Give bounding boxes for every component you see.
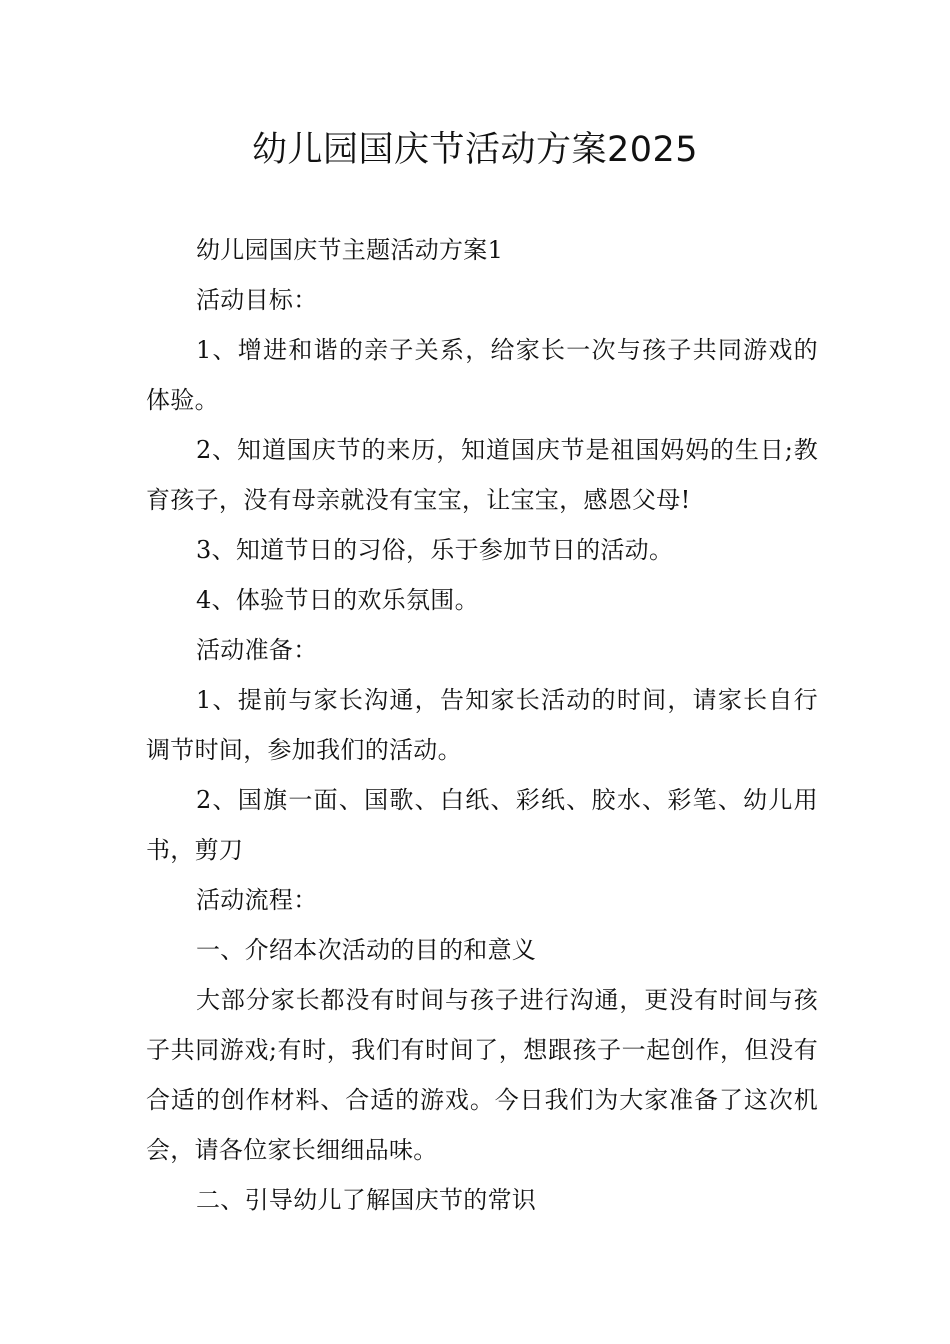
document-title: 幼儿园国庆节活动方案2025 <box>251 130 699 170</box>
document-body <box>146 225 818 1225</box>
process-step-2-heading: 二、引导幼儿了解国庆节的常识 <box>196 1186 537 1214</box>
preparation-item-2: 2、国旗一面、国歌、白纸、彩纸、胶水、彩笔、幼儿用书，剪刀 <box>146 786 818 864</box>
process-step-1-body: 大部分家长都没有时间与孩子进行沟通，更没有时间与孩子共同游戏;有时，我们有时间了，想跟孩子一起创作，但没有合适的创作材料、合适的游戏。今日我们为大家准备了这次机会，请各位家长细细品味。 <box>146 986 818 1164</box>
goal-item-3: 3、知道节日的习俗，乐于参加节日的活动。 <box>196 536 674 564</box>
subtitle-paragraph: 幼儿园国庆节主题活动方案1 <box>196 236 504 264</box>
goal-item-4: 4、体验节日的欢乐氛围。 <box>196 586 479 614</box>
process-step-1-heading: 一、介绍本次活动的目的和意义 <box>196 936 537 964</box>
section-heading-goals: 活动目标： <box>196 286 318 314</box>
preparation-item-1: 1、提前与家长沟通，告知家长活动的时间，请家长自行调节时间，参加我们的活动。 <box>146 686 818 764</box>
goal-item-1: 1、增进和谐的亲子关系，给家长一次与孩子共同游戏的体验。 <box>146 336 818 414</box>
section-heading-process: 活动流程： <box>196 886 318 914</box>
section-heading-preparation: 活动准备： <box>196 636 318 664</box>
goal-item-2: 2、知道国庆节的来历，知道国庆节是祖国妈妈的生日;教育孩子，没有母亲就没有宝宝，让宝宝，感恩父母! <box>146 436 818 514</box>
